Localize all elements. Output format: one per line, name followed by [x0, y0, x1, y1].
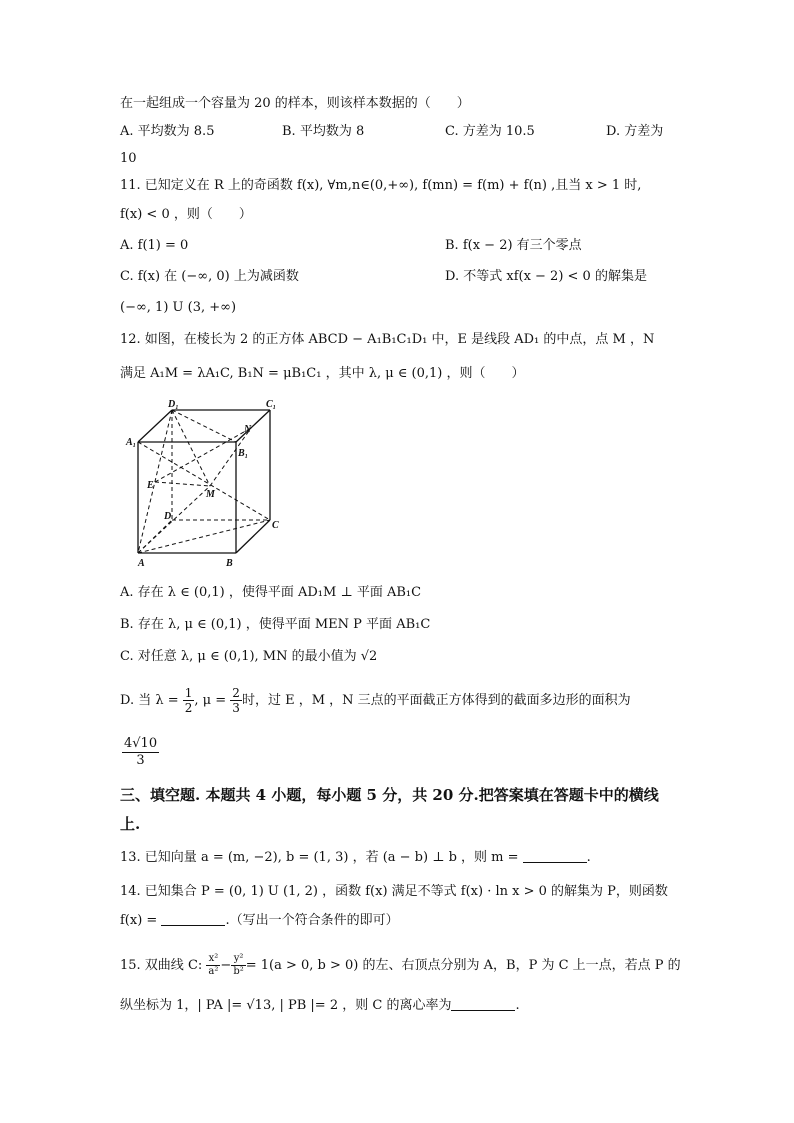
answer-fraction	[122, 736, 159, 769]
q15-answer-blank[interactable]	[451, 996, 515, 1011]
q12-option-b: B. 存在 λ, μ ∈ (0,1) ，使得平面 MEN P 平面 AB₁C	[120, 617, 431, 632]
x-denominator: a²	[208, 966, 219, 977]
q12-option-a: A. 存在 λ ∈ (0,1) ，使得平面 AD₁M ⊥ 平面 AB₁C	[120, 585, 422, 600]
q14-fx: f(x) =	[120, 913, 158, 928]
q13-answer-blank[interactable]	[523, 848, 587, 863]
q15-stem: 15. 双曲线 C: $\frac{\text{x²}}{\text{a²}}$ − $\frac{\text{y²}}{\text{b²}}$ = 1(a > 0, b > 0) 的左、右顶点分别为 A，B，P 为 C 上一点，若点 P 的	[120, 953, 681, 977]
label-e: E	[147, 480, 154, 491]
x-fraction	[206, 953, 220, 978]
q11-option-d-wrap: (−∞, 1) U (3, +∞)	[120, 300, 237, 315]
q15-rest: = 1(a > 0, b > 0) 的左、右顶点分别为 A，B，P 为 C 上一点，若点 P 的	[245, 958, 681, 973]
q15-period: .	[515, 998, 520, 1013]
mu-numerator: 2	[232, 686, 240, 700]
q11-option-d: D. 不等式 xf(x − 2) < 0 的解集是	[445, 269, 647, 284]
q15-line2	[120, 996, 520, 1016]
mu-denominator: 3	[232, 701, 240, 715]
q10-stem-continuation: 在一起组成一个容量为 20 的样本，则该样本数据的（ ）	[120, 96, 470, 111]
q11-option-c: C. f(x) 在 (−∞, 0) 上为减函数	[120, 269, 299, 284]
y-numerator: y²	[231, 953, 245, 966]
q10-option-d: D. 方差为	[606, 124, 664, 139]
label-d1: D₁	[168, 399, 179, 410]
mu-fraction	[230, 686, 242, 715]
lambda-fraction	[183, 686, 195, 715]
label-b: B	[226, 558, 233, 569]
q13-text	[120, 848, 591, 868]
q13-period: .	[586, 850, 591, 865]
section-heading-wrap: 上.	[120, 815, 141, 833]
q12-option-c	[120, 647, 377, 667]
label-c1: C₁	[266, 399, 277, 410]
q12-option-d-lambda: D. 当 λ =	[120, 693, 179, 708]
label-n: N	[244, 424, 252, 435]
lambda-denominator: 2	[184, 701, 193, 715]
label-b1: B₁	[238, 448, 249, 459]
q12-answer-fraction	[122, 736, 159, 769]
label-m: M	[206, 489, 215, 500]
q12-option-c-value: √2	[360, 649, 378, 664]
lambda-numerator: 1	[184, 686, 193, 700]
q15-prefix: 15. 双曲线 C:	[120, 958, 203, 973]
q12-option-d-mu: , μ =	[194, 693, 227, 708]
q12-stem-line2: 满足 A₁M = λA₁C, B₁N = μB₁C₁ ，其中 λ, μ ∈ (0,1) ，则（ ）	[120, 366, 525, 381]
q14-answer-blank[interactable]	[161, 911, 225, 926]
q11-stem-line2: f(x) < 0 ，则（ ）	[120, 207, 252, 222]
label-a: A	[138, 558, 145, 569]
q12-option-d-rest: 时，过 E ，M ，N 三点的平面截正方体得到的截面多边形的面积为	[241, 693, 631, 708]
label-d: D	[164, 511, 172, 522]
q10-option-c: C. 方差为 10.5	[445, 124, 535, 139]
y-denominator: b²	[233, 966, 244, 977]
q14-stem: 14. 已知集合 P = (0, 1) U (1, 2) ，函数 f(x) 满足不等式 f(x) · ln x > 0 的解集为 P，则函数	[120, 884, 668, 899]
label-c: C	[272, 520, 279, 531]
answer-denominator: 3	[136, 753, 145, 768]
label-a1: A₁	[126, 437, 137, 448]
q11-stem: 11. 已知定义在 R 上的奇函数 f(x), ∀m,n∈(0,+∞), f(mn) = f(m) + f(n) ,且当 x > 1 时,	[120, 178, 642, 193]
q10-option-d-wrap: 10	[120, 151, 137, 166]
q13-stem: 13. 已知向量 a = (m, −2), b = (1, 3) ，若 (a − b) ⊥ b ，则 m =	[120, 850, 519, 865]
q10-option-b: B. 平均数为 8	[282, 124, 365, 139]
q12-stem: 12. 如图，在棱长为 2 的正方体 ABCD − A₁B₁C₁D₁ 中，E 是线段 AD₁ 的中点，点 M ，N	[120, 332, 655, 347]
x-numerator: x²	[206, 953, 220, 966]
q11-option-a: A. f(1) = 0	[120, 238, 189, 253]
q12-option-d	[120, 686, 631, 715]
q12-option-c-text: C. 对任意 λ, μ ∈ (0,1), MN 的最小值为	[120, 649, 361, 664]
section-heading: 三、填空题. 本题共 4 小题，每小题 5 分，共 20 分.把答案填在答题卡中的横线	[120, 786, 659, 804]
answer-numerator: 4√10	[124, 736, 158, 751]
q15-line2-text: 纵坐标为 1，| PA |= √13, | PB |= 2 ，则 C 的离心率为	[120, 998, 452, 1013]
q11-option-b: B. f(x − 2) 有三个零点	[445, 238, 582, 253]
q10-option-a: A. 平均数为 8.5	[120, 124, 215, 139]
q14-line2	[120, 911, 399, 931]
y-fraction	[231, 953, 245, 978]
q14-note: .（写出一个符合条件的即可）	[225, 913, 399, 928]
cube-figure	[118, 398, 290, 570]
